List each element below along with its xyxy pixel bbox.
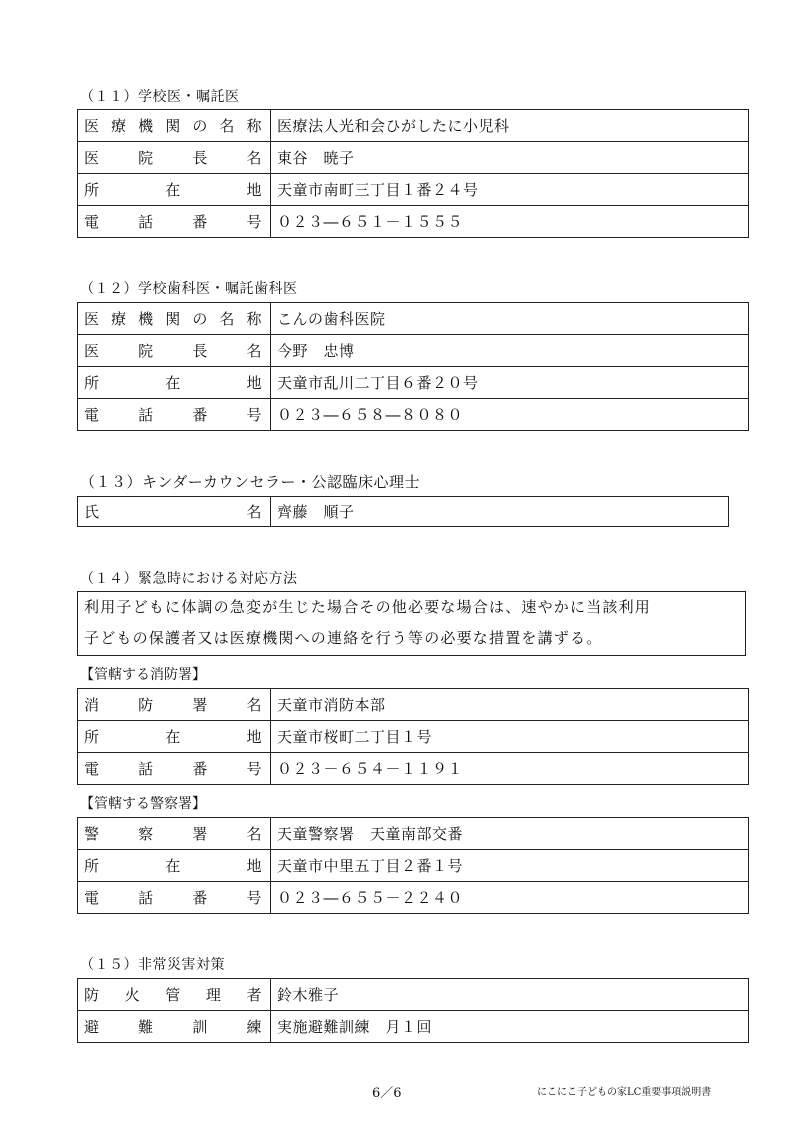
page-number: 6／6 [372,1086,402,1101]
row-key: 所在地 [78,367,271,399]
row-key: 消防署名 [78,689,271,721]
row-key: 警察署名 [78,818,271,850]
row-value: ０２３―６５８―８０８０ [271,399,749,431]
row-value: ０２３―６５５－２２４０ [271,882,749,914]
row-value: 東谷 暁子 [271,142,749,174]
police-station-label: 【管轄する警察署】 [80,796,206,812]
row-value: 今野 忠博 [271,335,749,367]
row-value: 齊藤 順子 [271,497,729,527]
row-value: 天童市南町三丁目１番２４号 [271,174,749,206]
row-value: ０２３－６５４－１１９１ [271,753,749,785]
section-12-heading: （１２）学校歯科医・嘱託歯科医 [80,281,298,297]
school-dentist-table [77,302,749,431]
table-row [78,1011,749,1043]
table-row [78,882,749,914]
table-row [78,110,749,142]
emergency-procedure-line: 子どもの保護者又は医療機関への連絡を行う等の必要な措置を講ずる。 [84,629,603,647]
row-value: 実施避難訓練 月１回 [271,1011,749,1043]
section-15-heading: （１５）非常災害対策 [80,957,225,973]
table-row [78,850,749,882]
row-value: 天童警察署 天童南部交番 [271,818,749,850]
row-value: こんの歯科医院 [271,303,749,335]
table-row [78,303,749,335]
row-key: 電話番号 [78,753,271,785]
fire-station-table [77,688,749,785]
table-row [78,721,749,753]
disaster-measures-table [77,978,749,1043]
row-value: 天童市乱川二丁目６番２０号 [271,367,749,399]
row-key: 電話番号 [78,399,271,431]
row-key: 電話番号 [78,206,271,238]
row-key: 所在地 [78,721,271,753]
row-key: 所在地 [78,850,271,882]
row-key: 防火管理者 [78,979,271,1011]
table-row [78,399,749,431]
row-value: 天童市消防本部 [271,689,749,721]
row-value: ０２３―６５１－１５５５ [271,206,749,238]
table-row [78,979,749,1011]
document-title-footer: にこにこ子どもの家LC重要事項説明書 [537,1087,712,1098]
table-row [78,142,749,174]
police-station-table [77,817,749,914]
table-row [78,206,749,238]
emergency-procedure-box [77,591,746,656]
emergency-procedure-line: 利用子どもに体調の急変が生じた場合その他必要な場合は、速やかに当該利用 [84,598,652,616]
row-value: 天童市桜町二丁目１号 [271,721,749,753]
table-row [78,689,749,721]
table-row [78,497,729,527]
row-key: 電話番号 [78,882,271,914]
section-11-heading: （１１）学校医・嘱託医 [80,89,240,105]
row-key: 医療機関の名称 [78,303,271,335]
row-key: 医療機関の名称 [78,110,271,142]
table-row [78,335,749,367]
row-key: 氏名 [78,497,271,527]
table-row [78,174,749,206]
table-row [78,753,749,785]
row-value: 鈴木雅子 [271,979,749,1011]
table-row [78,818,749,850]
row-key: 所在地 [78,174,271,206]
fire-station-label: 【管轄する消防署】 [80,667,206,683]
section-13-heading: （１３）キンダーカウンセラー・公認臨床心理士 [80,473,420,491]
row-key: 医院長名 [78,335,271,367]
table-row [78,367,749,399]
school-doctor-table [77,109,749,238]
row-key: 医院長名 [78,142,271,174]
row-value: 天童市中里五丁目２番１号 [271,850,749,882]
section-14-heading: （１４）緊急時における対応方法 [80,571,298,587]
row-key: 避難訓練 [78,1011,271,1043]
counselor-table [77,496,729,527]
row-value: 医療法人光和会ひがしたに小児科 [271,110,749,142]
